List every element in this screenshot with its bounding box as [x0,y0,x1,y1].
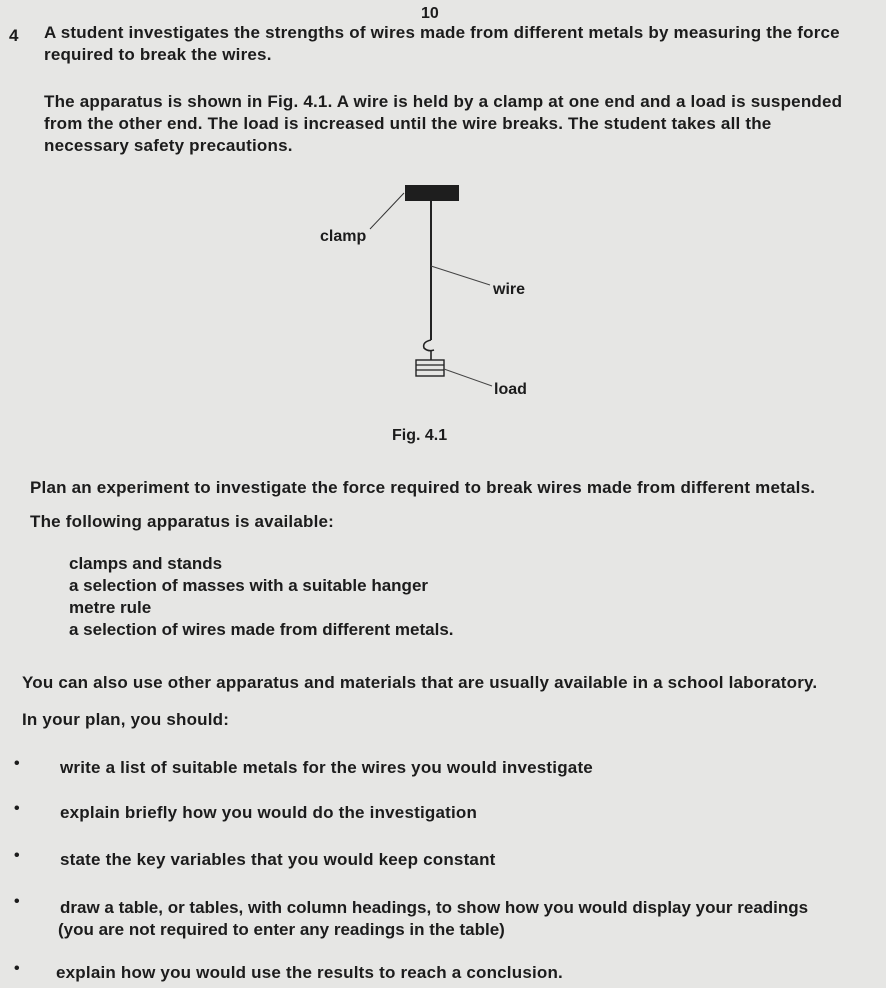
table-instruction-line: draw a table, or tables, with column headings, to show how you would display your readings [60,898,809,917]
plan-should-intro: In your plan, you should: [22,710,230,729]
apparatus-item: clamps and stands [69,554,223,573]
clamp-block [405,185,459,201]
apparatus-figure [300,180,560,410]
emphasis-not: not [128,920,156,939]
plan-bullet-item: write a list of suitable metals for the wires you would investigate [60,758,593,777]
bullet-marker: • [14,893,20,910]
other-apparatus-note: You can also use other apparatus and materials that are usually available in a school laboratory. [22,673,818,692]
clamp-label-line [370,193,404,229]
load-label: load [494,381,527,398]
plan-bullet-item-table [60,897,870,941]
question-intro-paragraph-2: The apparatus is shown in Fig. 4.1. A wire is held by a clamp at one end and a load is suspended from the other end. The load is increased until the wire breaks. The student takes all the necessary safety precautions. [44,92,843,155]
table-note-suffix: required to enter any readings in the table) [155,920,505,939]
plan-instruction: Plan an experiment to investigate the force required to break wires made from different metals. [30,478,816,497]
wire-label-line [431,266,490,285]
bullet-marker: • [14,755,20,772]
table-note-prefix: (you are [58,920,129,939]
apparatus-item: a selection of masses with a suitable hanger [69,576,429,595]
bullet-marker: • [14,960,20,977]
apparatus-item: metre rule [69,598,152,617]
load-label-line [444,369,492,386]
clamp-label: clamp [320,228,367,245]
question-number: 4 [9,26,19,45]
wire-label: wire [493,281,526,298]
figure-caption: Fig. 4.1 [392,427,448,444]
bullet-marker: • [14,847,20,864]
plan-bullet-item: state the key variables that you would keep constant [60,850,496,869]
page-number: 10 [421,5,439,22]
question-intro-paragraph-1: A student investigates the strengths of wires made from different metals by measuring the force required to break the wires. [44,23,840,64]
apparatus-list [69,553,454,641]
apparatus-item: a selection of wires made from different metals. [69,620,454,639]
apparatus-intro: The following apparatus is available: [30,512,335,531]
load-hanger [424,340,434,351]
plan-bullet-item: explain how you would use the results to reach a conclusion. [56,963,563,982]
load-masses [416,360,444,376]
bullet-marker: • [14,800,20,817]
table-note-line [58,919,870,941]
plan-bullet-item: explain briefly how you would do the investigation [60,803,478,822]
